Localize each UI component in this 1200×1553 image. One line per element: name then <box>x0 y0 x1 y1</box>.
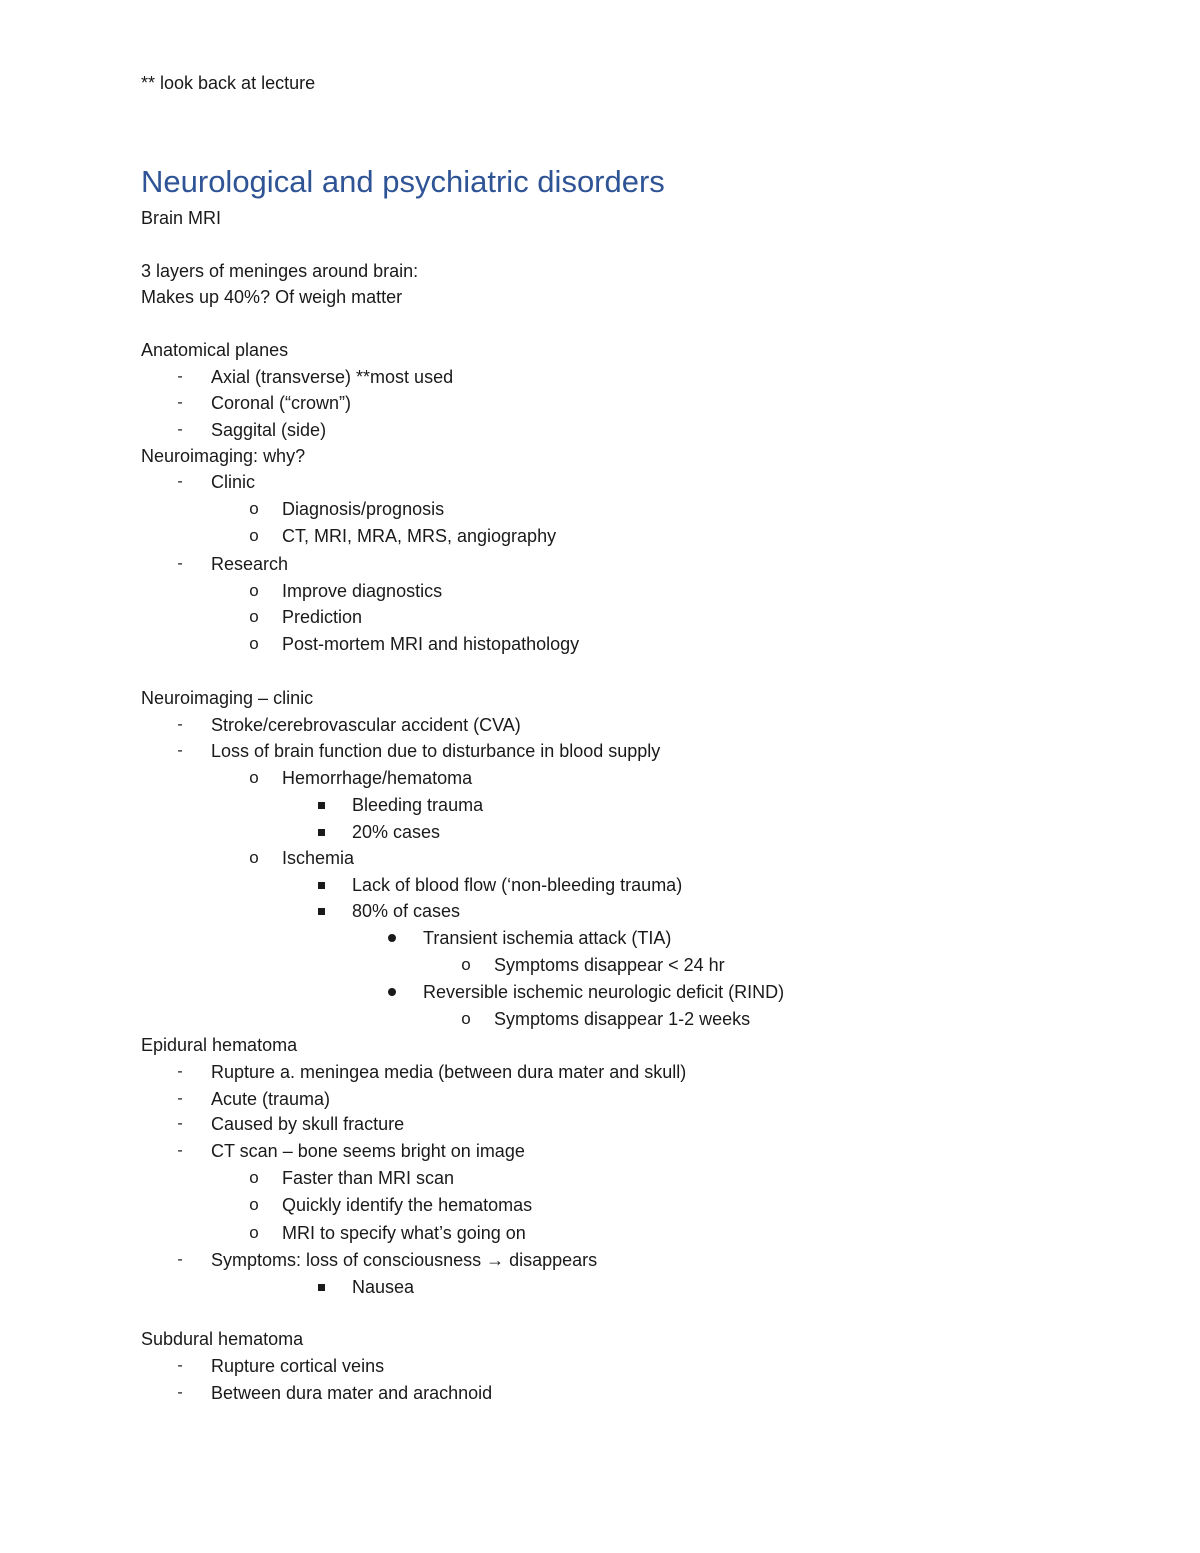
square-bullet <box>318 1284 325 1291</box>
square-bullet <box>318 882 325 889</box>
circle-bullet: o <box>249 768 259 787</box>
dash-bullet: - <box>177 555 183 572</box>
dot-bullet <box>388 934 396 942</box>
dash-bullet: - <box>177 1090 183 1107</box>
dash-bullet: - <box>177 742 183 759</box>
dash-bullet: - <box>177 716 183 733</box>
dash-bullet: - <box>177 421 183 438</box>
circle-bullet: o <box>461 955 471 974</box>
circle-bullet: o <box>249 499 259 518</box>
dash-bullet: - <box>177 1251 183 1268</box>
page-title: Neurological and psychiatric disorders <box>141 164 665 199</box>
circle-bullet: o <box>249 1168 259 1187</box>
circle-bullet: o <box>249 1223 259 1242</box>
header-note-text: ** look back at lecture <box>141 73 316 93</box>
circle-bullet: o <box>249 581 259 600</box>
square-bullet <box>318 802 325 809</box>
circle-bullet: o <box>249 607 259 626</box>
dash-bullet: - <box>177 394 183 411</box>
circle-bullet: o <box>249 526 259 545</box>
dash-bullet: - <box>177 1357 183 1374</box>
dot-bullet <box>388 988 396 996</box>
dash-bullet: - <box>177 1384 183 1401</box>
dash-bullet: - <box>177 1063 183 1080</box>
dash-bullet: - <box>177 1142 183 1159</box>
circle-bullet: o <box>249 1195 259 1214</box>
dash-bullet: - <box>177 1115 183 1132</box>
square-bullet <box>318 908 325 915</box>
dash-bullet: - <box>177 368 183 385</box>
circle-bullet: o <box>461 1009 471 1028</box>
document-page: ** look back at lecture Neurological and psychiatric disorders Brain MRI 3 layers of meninges around brain: Makes up 40%? Of weigh matter Anatomical planes - Axial (transverse) **most used - Coronal (“crown”) - Saggital (side) Neuroimaging: why? - Clinic o Diagnosis/prognosis o CT, MRI, MRA, MRS, angiography - Research o Improve diagnostics o Prediction o Post-mortem MRI and histopathology Neuroimaging – clinic - Stroke/cerebrovascular accident (CVA) - Loss of brain function due to disturbance in blood supply o Hemorrhage/hematoma Bleeding trauma 20% cases o Ischemia Lack of blood flow (‘non-bleeding trauma) 80% of cases Transient ischemia attack (TIA) o Symptoms disappear < 24 hr Reversible ischemic neurologic deficit (RIND) o Symptoms disappear 1-2 weeks Epidural hematoma - Rupture a. meningea media (between dura mater and skull) - Acute (trauma) - Caused by skull fracture - CT scan – bone seems bright on image o Faster than MRI scan o Quickly identify the hematomas o MRI to specify what’s going on - Symptoms: loss of consciousness → disappears Nausea Subdural hematoma - Rupture cortical veins - Between dura mater and arachnoid <box>141 73 785 1403</box>
dash-bullet: - <box>177 473 183 490</box>
square-bullet <box>318 829 325 836</box>
circle-bullet: o <box>249 848 259 867</box>
circle-bullet: o <box>249 634 259 653</box>
